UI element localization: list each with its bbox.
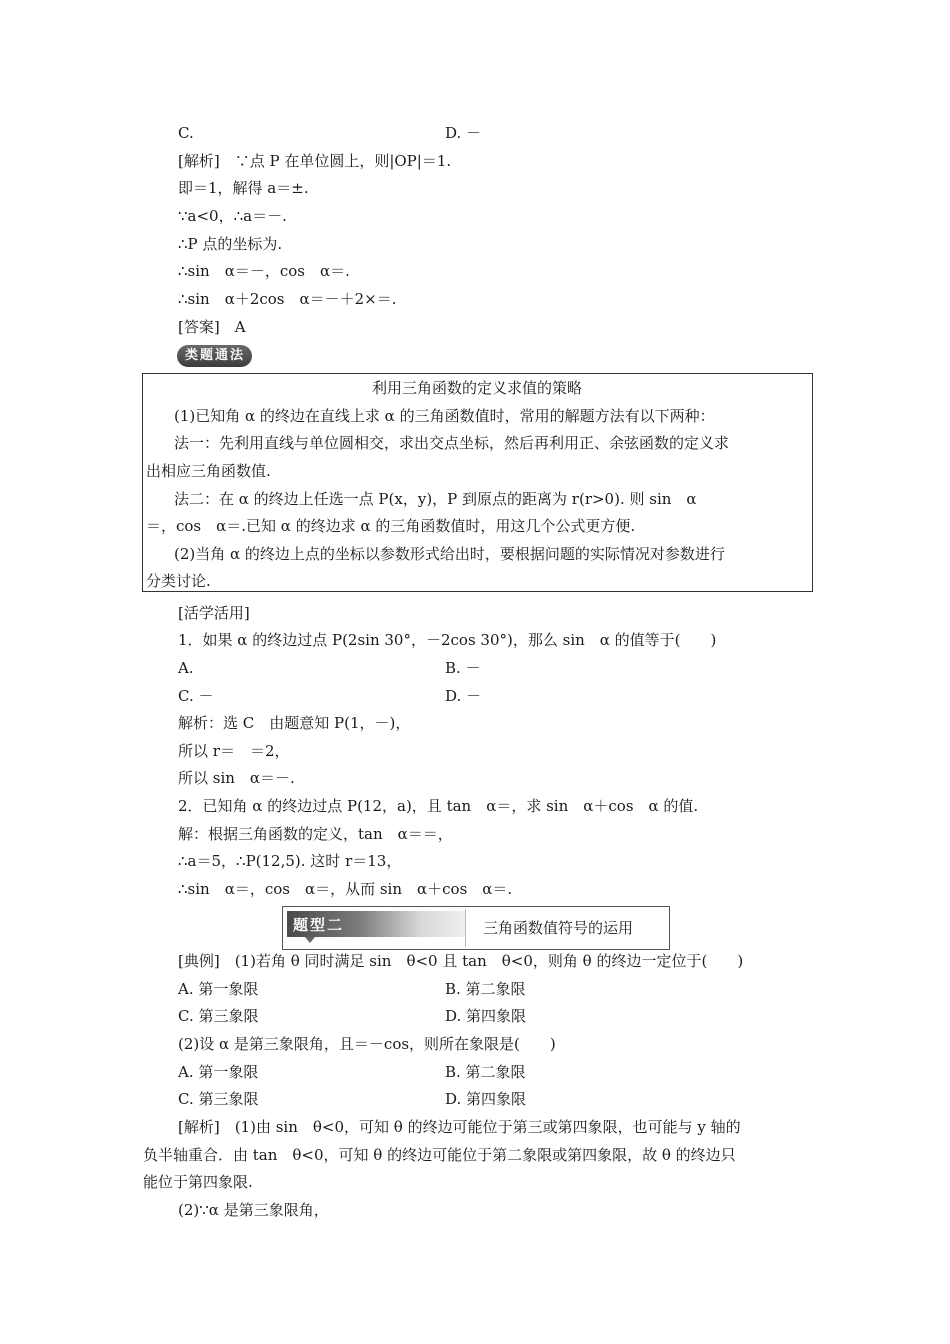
option-a: A. bbox=[178, 659, 194, 677]
analysis-line: [解析] ∵点 P 在单位圆上，则|OP|＝1. bbox=[178, 152, 452, 170]
strategy-text: 法一：先利用直线与单位圆相交，求出交点坐标，然后再利用正、余弦函数的定义求 bbox=[174, 434, 730, 452]
option-c: C. 第三象限 bbox=[178, 1090, 259, 1108]
analysis-line: (2)∵α 是第三象限角， bbox=[178, 1201, 329, 1219]
section-header bbox=[282, 906, 670, 950]
analysis-line: [解析] (1)由 sin θ<0，可知 θ 的终边可能位于第三或第四象限，也可能与 y 轴的 bbox=[178, 1118, 741, 1136]
option-c: C. 第三象限 bbox=[178, 1007, 259, 1025]
option-d: D. － bbox=[445, 687, 482, 705]
option-a: A. 第一象限 bbox=[178, 980, 259, 998]
strategy-text: ＝，cos α＝.已知 α 的终边求 α 的三角函数值时，用这几个公式更方便. bbox=[146, 517, 636, 535]
question-2: 2．已知角 α 的终边过点 P(12，a)，且 tan α＝，求 sin α＋cos α 的值. bbox=[178, 797, 699, 815]
option-a: A. 第一象限 bbox=[178, 1063, 259, 1081]
analysis-line: ∴P 点的坐标为. bbox=[178, 235, 283, 253]
strategy-text: 出相应三角函数值. bbox=[146, 462, 271, 480]
strategy-text: 法二：在 α 的终边上任选一点 P(x，y)，P 到原点的距离为 r(r>0). 则 sin α bbox=[174, 490, 697, 508]
strategy-text: 分类讨论. bbox=[146, 572, 211, 590]
example-question: (2)设 α 是第三象限角，且＝－cos，则所在象限是( ) bbox=[178, 1035, 556, 1053]
solution-line: ∴a＝5，∴P(12,5). 这时 r＝13， bbox=[178, 852, 402, 870]
answer-line: [答案] A bbox=[178, 318, 246, 336]
analysis-line: 能位于第四象限. bbox=[143, 1173, 253, 1191]
divider bbox=[465, 909, 466, 947]
analysis-line: ∴sin α＋2cos α＝－＋2×＝. bbox=[178, 290, 397, 308]
example-question: [典例] (1)若角 θ 同时满足 sin θ<0 且 tan θ<0，则角 θ 的终边一定位于( ) bbox=[178, 952, 744, 970]
option-b: B. 第二象限 bbox=[445, 1063, 526, 1081]
method-badge: 类题通法 bbox=[177, 345, 252, 367]
option-d: D. 第四象限 bbox=[445, 1090, 527, 1108]
solution-line: 所以 r＝ ＝2， bbox=[178, 742, 290, 760]
strategy-title: 利用三角函数的定义求值的策略 bbox=[371, 379, 582, 397]
analysis-line: ∴sin α＝－，cos α＝. bbox=[178, 262, 350, 280]
option-d: D. 第四象限 bbox=[445, 1007, 527, 1025]
section-tag-label: 题型二 bbox=[293, 916, 345, 934]
strategy-text: (2)当角 α 的终边上点的坐标以参数形式给出时，要根据问题的实际情况对参数进行 bbox=[174, 545, 725, 563]
solution-line: ∴sin α＝，cos α＝，从而 sin α＋cos α＝. bbox=[178, 880, 513, 898]
analysis-line: 负半轴重合．由 tan θ<0，可知 θ 的终边可能位于第二象限或第四象限，故 θ 的终边只 bbox=[143, 1146, 736, 1164]
option-b: B. 第二象限 bbox=[445, 980, 526, 998]
analysis-line: 即＝1，解得 a＝±. bbox=[178, 179, 309, 197]
section-title: 三角函数值符号的运用 bbox=[483, 919, 634, 937]
practice-header: [活学活用] bbox=[178, 604, 250, 622]
question-1: 1．如果 α 的终边过点 P(2sin 30°，－2cos 30°)，那么 sin α 的值等于( ) bbox=[178, 631, 717, 649]
option-c: C. － bbox=[178, 687, 214, 705]
option-c: C. bbox=[178, 124, 194, 142]
triangle-marker-icon bbox=[305, 937, 315, 943]
section-tag bbox=[287, 911, 465, 937]
strategy-box bbox=[142, 373, 813, 592]
solution-line: 解：根据三角函数的定义，tan α＝＝， bbox=[178, 825, 453, 843]
analysis-line: ∵a<0，∴a＝－. bbox=[178, 207, 287, 225]
option-b: B. － bbox=[445, 659, 481, 677]
solution-line: 解析：选 C 由题意知 P(1，－)， bbox=[178, 714, 411, 732]
strategy-text: (1)已知角 α 的终边在直线上求 α 的三角函数值时，常用的解题方法有以下两种： bbox=[174, 407, 715, 425]
option-d: D. － bbox=[445, 124, 482, 142]
solution-line: 所以 sin α＝－. bbox=[178, 769, 295, 787]
